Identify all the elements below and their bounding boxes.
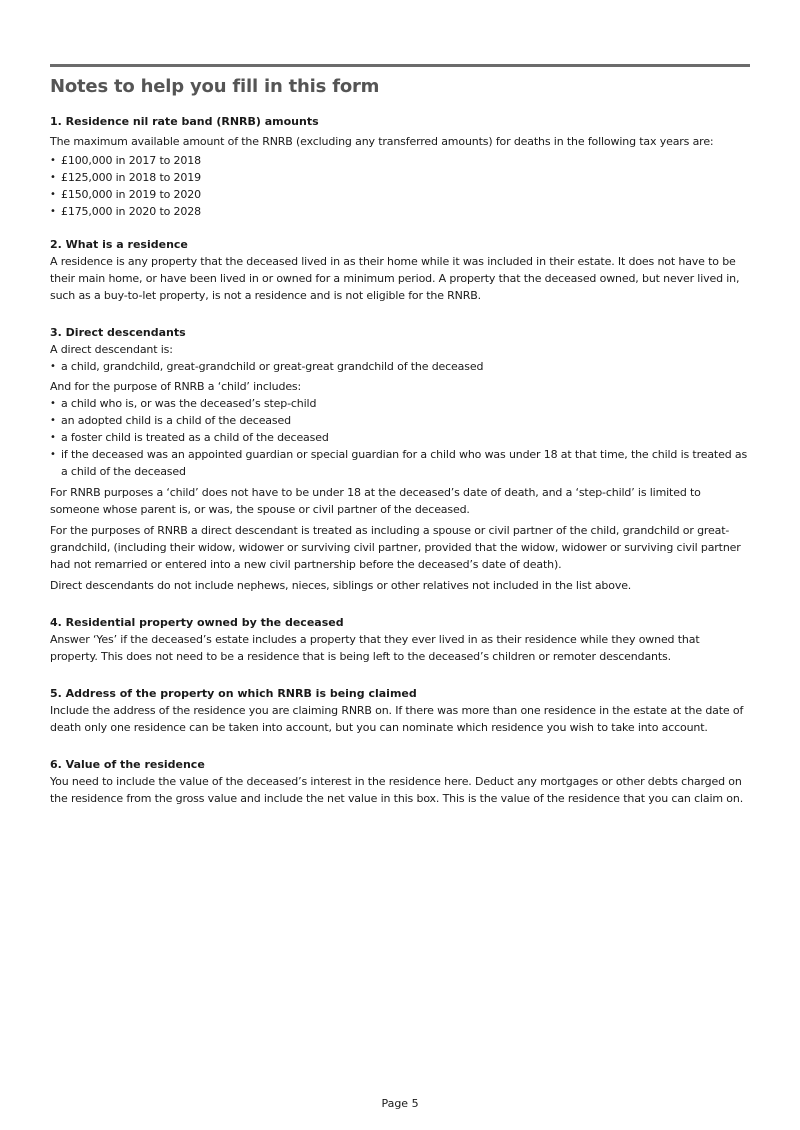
paragraph: For RNRB purposes a ‘child’ does not have to be under 18 at the deceased’s date of death, and a ‘step-child’ is limited to someone whose parent is, or was, the spouse or civil partner of the deceased. [50, 486, 701, 516]
top-divider [50, 64, 750, 67]
direct-descendant-list [50, 358, 750, 375]
page-title: Notes to help you fill in this form [50, 76, 380, 97]
section-body: Include the address of the residence you are claiming RNRB on. If there was more than one residence in the estate at the date of death only one residence can be taken into account, but you can nominate which residence you wish to take into account. [50, 704, 744, 734]
list-item: • an adopted child is a child of the deceased [50, 412, 750, 429]
section-intro: A direct descendant is: [50, 343, 173, 356]
list-item: • if the deceased was an appointed guardian or special guardian for a child who was under 18 at that time, the child is treated as a child of the deceased [50, 446, 750, 480]
section-residential-property [50, 614, 750, 665]
section-intro: The maximum available amount of the RNRB (excluding any transferred amounts) for deaths in the following tax years are: [50, 135, 714, 148]
section-heading: 4. Residential property owned by the deceased [50, 616, 344, 629]
rnrb-amounts-list [50, 152, 750, 220]
list-item: • £125,000 in 2018 to 2019 [50, 169, 750, 186]
section-body: A residence is any property that the deceased lived in as their home while it was included in their estate. It does not have to be their main home, or have been lived in or owned for a minimum period. A property that the deceased owned, but never lived in, such as a buy-to-let property, is not a residence and is not eligible for the RNRB. [50, 255, 740, 302]
section-what-is-residence [50, 236, 750, 304]
section-heading: 3. Direct descendants [50, 326, 186, 339]
notes-page [50, 64, 750, 807]
list-item: • a child, grandchild, great-grandchild or great-great grandchild of the deceased [50, 358, 750, 375]
section-heading: 6. Value of the residence [50, 758, 205, 771]
list-item: • £175,000 in 2020 to 2028 [50, 203, 750, 220]
section-heading: 2. What is a residence [50, 238, 188, 251]
list-item: • a child who is, or was the deceased’s step-child [50, 395, 750, 412]
section-body: You need to include the value of the deceased’s interest in the residence here. Deduct any mortgages or other debts charged on the residence from the gross value and include the net value in this box. This is the value of the residence that you can claim on. [50, 775, 744, 805]
page-number: Page 5 [381, 1097, 419, 1110]
paragraph: For the purposes of RNRB a direct descendant is treated as including a spouse or civil partner of the child, grandchild or great-grandchild, (including their widow, widower or surviving civil partner, provided that the widow, widower or surviving civil partner had not remarried or entered into a new civil partnership before the deceased’s date of death). [50, 524, 741, 571]
section-body: Answer ‘Yes’ if the deceased’s estate includes a property that they ever lived in as their residence while they owned that property. This does not need to be a residence that is being left to the deceased’s children or remoter descendants. [50, 633, 700, 663]
section-intro-child: And for the purpose of RNRB a ‘child’ includes: [50, 380, 302, 393]
paragraph: Direct descendants do not include nephews, nieces, siblings or other relatives not included in the list above. [50, 579, 632, 592]
section-residence-value [50, 756, 750, 807]
section-rnrb-amounts [50, 113, 750, 220]
section-property-address [50, 685, 750, 736]
section-heading: 1. Residence nil rate band (RNRB) amounts [50, 115, 319, 128]
section-direct-descendants [50, 324, 750, 594]
section-heading: 5. Address of the property on which RNRB is being claimed [50, 687, 417, 700]
child-definition-list [50, 395, 750, 480]
list-item: • £100,000 in 2017 to 2018 [50, 152, 750, 169]
list-item: • £150,000 in 2019 to 2020 [50, 186, 750, 203]
list-item: • a foster child is treated as a child of the deceased [50, 429, 750, 446]
